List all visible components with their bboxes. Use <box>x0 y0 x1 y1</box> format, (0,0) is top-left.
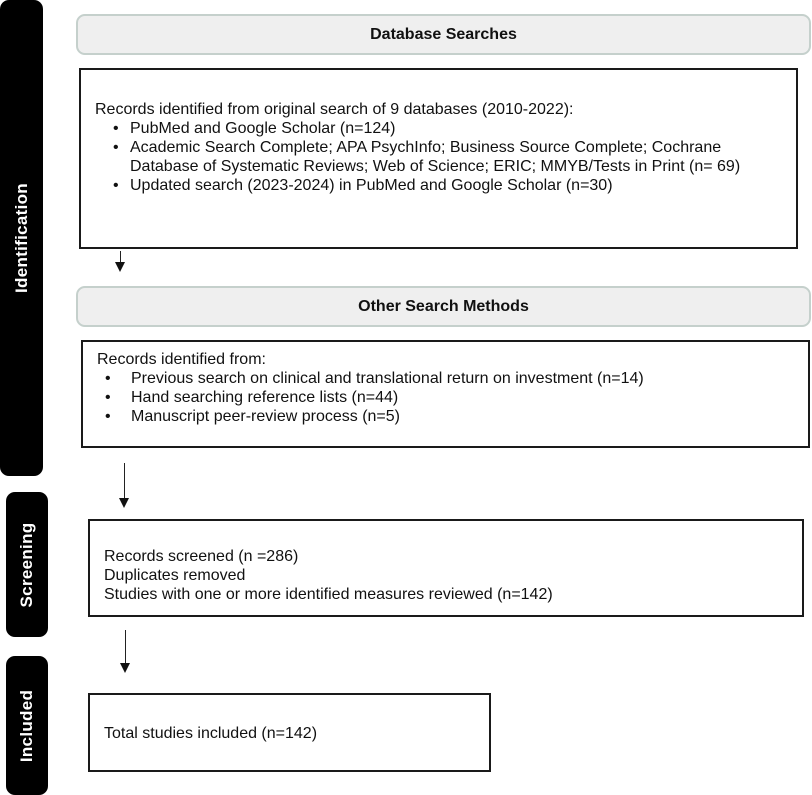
database-searches-title: Database Searches <box>370 25 517 43</box>
list-item: • Previous search on clinical and translational return on investment (n=14) <box>105 370 644 387</box>
included-total: Total studies included (n=142) <box>104 725 318 742</box>
bullet-icon: • <box>105 370 111 387</box>
bullet-icon: • <box>113 120 119 137</box>
included-box <box>88 693 491 772</box>
phase-bar-included <box>6 656 48 795</box>
bullet-icon: • <box>113 177 119 194</box>
bullet-icon: • <box>105 408 111 425</box>
database-searches-intro: Records identified from original search of 9 databases (2010-2022): <box>95 101 574 118</box>
other-search-methods-list <box>97 369 794 426</box>
other-search-methods-box <box>81 340 810 448</box>
phase-label-identification: Identification <box>11 183 31 293</box>
other-search-methods-header <box>76 286 811 327</box>
list-item: • Updated search (2023-2024) in PubMed and Google Scholar (n=30) <box>113 177 613 194</box>
phase-bar-identification <box>0 0 43 476</box>
bullet-icon: • <box>105 389 111 406</box>
screening-records-screened: Records screened (n =286) <box>104 548 299 565</box>
screening-box <box>88 519 804 617</box>
list-item: • PubMed and Google Scholar (n=124) <box>113 120 396 137</box>
database-searches-box <box>79 68 798 249</box>
phase-label-screening: Screening <box>17 522 36 607</box>
phase-label-included: Included <box>17 689 36 762</box>
screening-studies-reviewed: Studies with one or more identified measures reviewed (n=142) <box>104 586 553 603</box>
list-item: • Manuscript peer-review process (n=5) <box>105 408 400 425</box>
phase-bar-screening <box>6 492 48 637</box>
other-search-methods-intro: Records identified from: <box>97 351 266 368</box>
database-searches-list <box>95 119 782 195</box>
bullet-icon: • <box>113 139 119 156</box>
screening-duplicates-removed: Duplicates removed <box>104 567 246 584</box>
list-item: • Hand searching reference lists (n=44) <box>105 389 399 406</box>
list-item: • Academic Search Complete; APA PsychInfo; Business Source Complete; Cochrane Database of Systematic Reviews; Web of Science; ERIC; MMYB/Tests in Print (n= 69) <box>113 139 741 175</box>
database-searches-header <box>76 14 811 55</box>
other-search-methods-title: Other Search Methods <box>358 297 529 315</box>
